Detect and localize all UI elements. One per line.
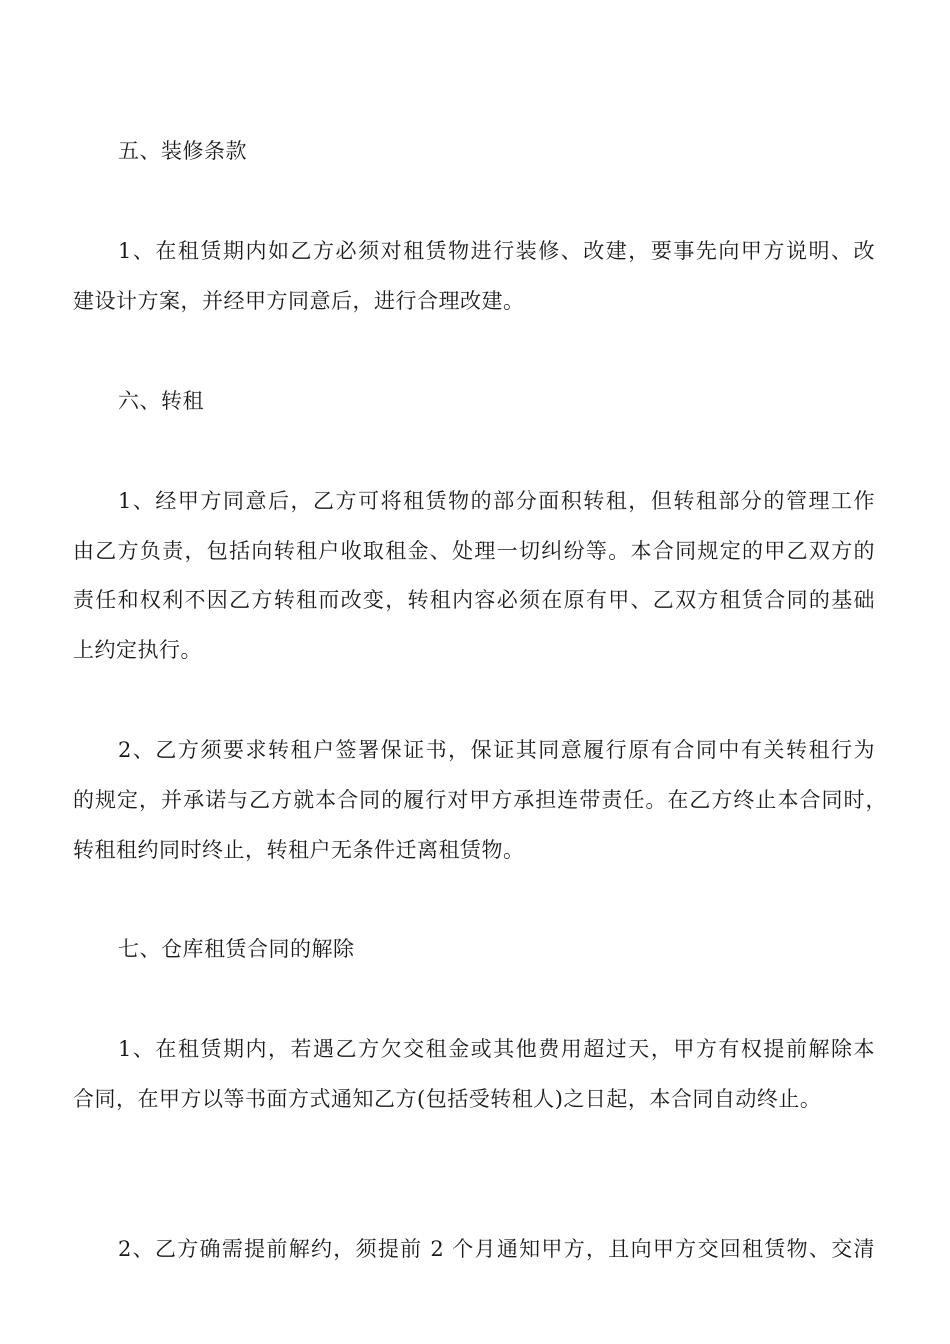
paragraph-line: 2、乙方须要求转租户签署保证书，保证其同意履行原有合同中有关转租行为 — [118, 738, 875, 762]
paragraph-line: 的规定，并承诺与乙方就本合同的履行对甲方承担连带责任。在乙方终止本合同时， — [73, 788, 887, 812]
paragraph-line: 1、经甲方同意后，乙方可将租赁物的部分面积转租，但转租部分的管理工作 — [118, 489, 875, 513]
paragraph-line: 转租租约同时终止，转租户无条件迁离租赁物。 — [73, 838, 525, 862]
paragraph-line: 上约定执行。 — [73, 638, 202, 662]
section-heading-termination: 七、仓库租赁合同的解除 — [118, 937, 355, 961]
paragraph-line: 1、在租赁期内，若遇乙方欠交租金或其他费用超过天，甲方有权提前解除本 — [118, 1037, 875, 1061]
paragraph-line: 建设计方案，并经甲方同意后，进行合理改建。 — [73, 289, 525, 313]
paragraph-line: 由乙方负责，包括向转租户收取租金、处理一切纠纷等。本合同规定的甲乙双方的 — [73, 539, 875, 563]
paragraph-line: 合同，在甲方以等书面方式通知乙方(包括受转租人)之日起，本合同自动终止。 — [73, 1087, 822, 1111]
paragraph-line: 1、在租赁期内如乙方必须对租赁物进行装修、改建，要事先向甲方说明、改 — [118, 239, 875, 263]
paragraph-line: 责任和权利不因乙方转租而改变，转租内容必须在原有甲、乙双方租赁合同的基础 — [73, 588, 875, 612]
paragraph-line: 2、乙方确需提前解约，须提前 2 个月通知甲方，且向甲方交回租赁物、交清 — [118, 1237, 875, 1261]
section-heading-sublease: 六、转租 — [118, 389, 204, 413]
section-heading-decoration: 五、装修条款 — [118, 139, 247, 163]
